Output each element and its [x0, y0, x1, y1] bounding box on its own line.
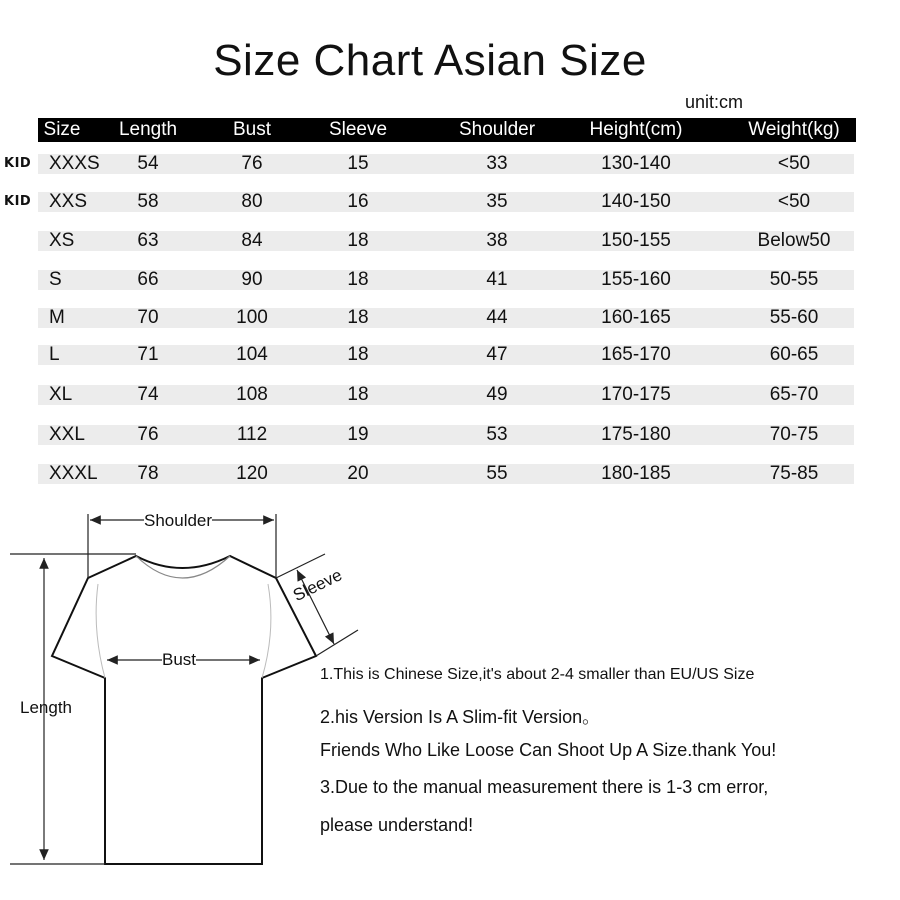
cell-shoulder: 38: [486, 230, 508, 251]
cell-sleeve: 18: [347, 230, 369, 251]
table-row: [38, 345, 854, 365]
header-weight: Weight(kg): [748, 119, 840, 140]
cell-shoulder: 41: [486, 269, 508, 290]
cell-shoulder: 55: [486, 463, 508, 484]
cell-length: 76: [137, 424, 159, 445]
cell-weight: Below50: [757, 230, 831, 251]
cell-height: 155-160: [601, 269, 671, 290]
note-3: Friends Who Like Loose Can Shoot Up A Size.thank You!: [320, 740, 777, 760]
cell-length: 70: [137, 307, 159, 328]
cell-sleeve: 20: [347, 463, 369, 484]
cell-bust: 112: [236, 424, 268, 445]
cell-bust: 84: [241, 230, 263, 251]
cell-sleeve: 15: [347, 153, 369, 174]
cell-bust: 108: [236, 384, 268, 405]
shoulder-label: Shoulder: [144, 511, 213, 530]
cell-height: 140-150: [601, 191, 671, 212]
tshirt-outline: [52, 556, 316, 864]
cell-weight: <50: [777, 191, 811, 212]
cell-length: 74: [137, 384, 159, 405]
cell-height: 175-180: [601, 424, 671, 445]
table-row: [38, 154, 854, 174]
cell-sleeve: 18: [347, 384, 369, 405]
cell-size: XXL: [49, 424, 85, 445]
cell-size: XXXS: [49, 153, 100, 174]
cell-length: 54: [137, 153, 159, 174]
cell-size: S: [49, 269, 62, 290]
cell-weight: 50-55: [769, 269, 819, 290]
bust-label: Bust: [162, 650, 197, 669]
cell-length: 71: [137, 344, 159, 365]
table-row: [38, 192, 854, 212]
cell-size: XS: [49, 230, 75, 251]
cell-weight: 60-65: [769, 344, 819, 365]
cell-shoulder: 33: [486, 153, 508, 174]
cell-height: 180-185: [601, 463, 671, 484]
header-height: Height(cm): [589, 119, 683, 140]
cell-height: 165-170: [601, 344, 671, 365]
note-1: 1.This is Chinese Size,it's about 2-4 smaller than EU/US Size: [320, 666, 755, 683]
table-row: [38, 270, 854, 290]
cell-weight: 65-70: [769, 384, 819, 405]
cell-length: 78: [137, 463, 159, 484]
table-row: [38, 308, 854, 328]
cell-size: XXS: [49, 191, 88, 212]
cell-shoulder: 35: [486, 191, 508, 212]
header-bust: Bust: [232, 119, 272, 140]
note-4: 3.Due to the manual measurement there is 1-3 cm error,: [320, 777, 769, 797]
cell-height: 170-175: [601, 384, 671, 405]
cell-bust: 90: [241, 269, 263, 290]
cell-weight: 75-85: [769, 463, 819, 484]
cell-size: XXXL: [49, 463, 98, 484]
cell-sleeve: 18: [347, 307, 369, 328]
unit-label: unit:cm: [685, 92, 744, 112]
header-shoulder: Shoulder: [458, 119, 536, 140]
cell-size: L: [49, 344, 60, 365]
header-size: Size: [43, 119, 81, 140]
cell-bust: 80: [241, 191, 263, 212]
table-row: [38, 425, 854, 445]
cell-bust: 104: [236, 344, 268, 365]
cell-bust: 76: [241, 153, 263, 174]
cell-size: XL: [49, 384, 73, 405]
note-2: 2.his Version Is A Slim-fit Version。: [320, 707, 601, 727]
table-row: [38, 231, 854, 251]
cell-size: M: [49, 307, 65, 328]
cell-sleeve: 18: [347, 344, 369, 365]
table-row: [38, 385, 854, 405]
cell-weight: <50: [777, 153, 811, 174]
kid-badge: KID: [4, 156, 32, 171]
header-length: Length: [118, 119, 178, 140]
cell-length: 63: [137, 230, 159, 251]
table-row: [38, 464, 854, 484]
cell-bust: 120: [236, 463, 268, 484]
sleeve-label: Sleeve: [290, 565, 346, 606]
cell-height: 130-140: [601, 153, 671, 174]
cell-length: 58: [137, 191, 159, 212]
cell-weight: 70-75: [769, 424, 819, 445]
page-title: Size Chart Asian Size: [213, 36, 647, 85]
cell-shoulder: 49: [486, 384, 508, 405]
cell-length: 66: [137, 269, 159, 290]
cell-sleeve: 18: [347, 269, 369, 290]
cell-shoulder: 44: [486, 307, 508, 328]
cell-height: 150-155: [601, 230, 671, 251]
kid-badge: KID: [4, 194, 32, 209]
cell-shoulder: 47: [486, 344, 508, 365]
note-5: please understand!: [320, 815, 474, 835]
cell-height: 160-165: [601, 307, 671, 328]
cell-weight: 55-60: [769, 307, 819, 328]
cell-sleeve: 16: [347, 191, 369, 212]
cell-shoulder: 53: [486, 424, 508, 445]
cell-sleeve: 19: [347, 424, 369, 445]
header-sleeve: Sleeve: [328, 119, 388, 140]
length-label: Length: [20, 698, 72, 717]
cell-bust: 100: [236, 307, 268, 328]
